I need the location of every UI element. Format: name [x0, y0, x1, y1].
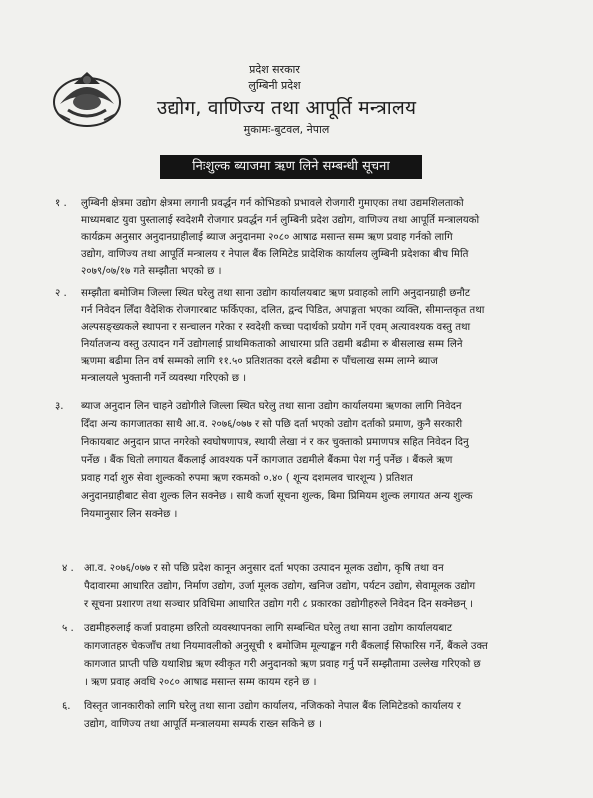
paragraph-line: अनुदानग्राहीबाट सेवा शुल्क लिन सक्नेछ । साथै कर्जा सूचना शुल्क, बिमा प्रिमियम शुल्क लगायत अन्य शुल्क — [81, 491, 473, 502]
paragraph-line: पैदावारमा आधारित उद्योग, निर्माण उद्योग, उर्जा मूलक उद्योग, खनिज उद्योग, पर्यटन उद्योग, सेवामूलक उद्योग — [84, 581, 476, 592]
paragraph-number: ३. — [55, 401, 64, 412]
paragraph-line: र सूचना प्रशारण तथा सञ्चार प्रविधिमा आधारित उद्योग गरी ८ प्रकारका उद्योगीहरुले निवेदन दिन सक्नेछन् । — [84, 599, 474, 610]
paragraph-line: उद्योग, वाणिज्य तथा आपूर्ति मन्त्रालय र नेपाल बैंक लिमिटेड प्रादेशिक कार्यालय लुम्बिनी प्रदेशका बीच मिति — [81, 249, 469, 260]
paragraph-line: कार्यक्रम अनुसार अनुदानग्राहीलाई ब्याज अनुदानमा २०८० आषाढ मसान्त सम्म ऋण प्रवाह गर्नको लागि — [81, 232, 453, 243]
header-province: लुम्बिनी प्रदेश — [248, 79, 301, 92]
header-ministry-title: उद्योग, वाणिज्य तथा आपूर्ति मन्त्रालय — [156, 97, 417, 119]
paragraph-line: ऋणमा बढीमा तिन वर्ष सम्मको लागि ११.५० प्रतिशतका दरले बढीमा रु पाँचलाख सम्म लाग्ने ब्याज — [81, 356, 438, 367]
paragraph-line: सम्झौता बमोजिम जिल्ला स्थित घरेलु तथा साना उद्योग कार्यालयबाट ऋण प्रवाहको लागि अनुदानग्राही छनौट — [81, 288, 470, 299]
paragraph-line: पर्नेछ । बैंक धितो लगायत बैंकलाई आवश्यक पर्ने कागजात उद्यमीले बैंकमा पेश गर्नु पर्नेछ । बैंकले ऋण — [81, 455, 453, 466]
paragraph-line: दिँदा अन्य कागजातका साथै आ.व. २०७६/०७७ र सो पछि दर्ता भएको उद्योग दर्ताको प्रमाण, कुनै सरकारी — [81, 419, 463, 430]
paragraph-line: कागजात प्राप्ती पछि यथाशिघ्र ऋण स्वीकृत गरी अनुदानको ऋण प्रवाह गर्नु पर्ने सम्झौतामा उल्लेख गरिएको छ — [84, 659, 481, 670]
paragraph-line: उद्योग, वाणिज्य तथा आपूर्ति मन्त्रालयमा सम्पर्क राख्न सकिने छ । — [84, 719, 322, 730]
paragraph-line: मन्त्रालयले भुक्तानी गर्ने व्यवस्था गरिएको छ । — [81, 373, 247, 384]
paragraph-line: माध्यमबाट युवा पुस्तालाई स्वदेशमै रोजगार प्रवर्द्धन गर्न लुम्बिनी प्रदेश उद्योग, वाणिज्य तथा आपूर्ति मन्त्रालयको — [81, 215, 480, 226]
paragraph-line: नियमानुसार लिन सक्नेछ । — [81, 509, 178, 520]
paragraph-line: लुम्बिनी क्षेत्रमा उद्योग क्षेत्रमा लगानी प्रवर्द्धन गर्न कोभिडको प्रभावले रोजगारी गुमाएका तथा उद्यमशिलताको — [81, 198, 464, 209]
paragraph-line: निर्यातजन्य वस्तु उत्पादन गर्ने उद्योगलाई प्राथमिकताको आधारमा प्रति उद्यमी बढीमा रु बीसलाख सम्म लिने — [81, 339, 463, 350]
paragraph-number: २ . — [55, 288, 67, 299]
header-government: प्रदेश सरकार — [249, 63, 300, 76]
paragraph-line: कागजातहरु चेकजाँच तथा नियमावलीको अनुसूची १ बमोजिम मूल्याङ्कन गरी बैंकलाई सिफारिस गर्ने, बैंकले उक्त — [84, 641, 488, 652]
paragraph-line: आ.व. २०७६/०७७ र सो पछि प्रदेश कानून अनुसार दर्ता भएका उत्पादन मूलक उद्योग, कृषि तथा वन — [84, 563, 444, 574]
paragraph-number: ६. — [62, 701, 71, 712]
paragraph-line: २०७९/०७/१७ गते सम्झौता भएको छ । — [81, 266, 222, 277]
paragraph-line: उद्यमीहरुलाई कर्जा प्रवाहमा छरितो व्यवस्थापनका लागि सम्बन्धित घरेलु तथा साना उद्योग कार्यालयबाट — [84, 623, 453, 634]
paragraph-number: ५ . — [62, 623, 74, 634]
paragraph-number: ४ . — [62, 563, 74, 574]
header-address: मुकामः-बुटवल, नेपाल — [243, 123, 330, 136]
paragraph-line: अल्पसङ्ख्यकले स्थापना र सन्चालन गरेका र स्वदेशी कच्चा पदार्थको प्रयोग गर्ने एवम् अत्यावश्यक वस्तु तथा — [81, 322, 471, 333]
paragraph-line: गर्न निवेदन लिँदा वैदेशिक रोजगारबाट फर्किएका, दलित, द्वन्द पिडित, अपाङ्गता भएका व्यक्ति, सीमान्तकृत तथा — [81, 305, 485, 316]
paragraph-line: विस्तृत जानकारीको लागि घरेलु तथा साना उद्योग कार्यालय, नजिकको नेपाल बैंक लिमिटेडको कार्यालय र — [84, 701, 461, 712]
paragraph-line: प्रवाह गर्दा शुरु सेवा शुल्कको रुपमा ऋण रकमको ०.४० ( शून्य दशमलव चारशून्य ) प्रतिशत — [81, 473, 413, 484]
paragraph-line: निकायबाट अनुदान प्राप्त नगरेको स्वघोषणापत्र, स्थायी लेखा नं र कर चुक्ताको प्रमाणपत्र सहित निवेदन दिनु — [81, 437, 469, 448]
notice-title-banner: निःशुल्क ब्याजमा ऋण लिने सम्बन्धी सूचना — [160, 155, 422, 179]
paragraph-line: ब्याज अनुदान लिन चाहने उद्योगीले जिल्ला स्थित घरेलु तथा साना उद्योग कार्यालयमा ऋणका लागि निवेदन — [81, 401, 462, 412]
paragraph-line: । ऋण प्रवाह अवधि २०८० आषाढ मसान्त सम्म कायम रहने छ । — [84, 677, 317, 688]
paragraph-number: १ . — [55, 198, 67, 209]
